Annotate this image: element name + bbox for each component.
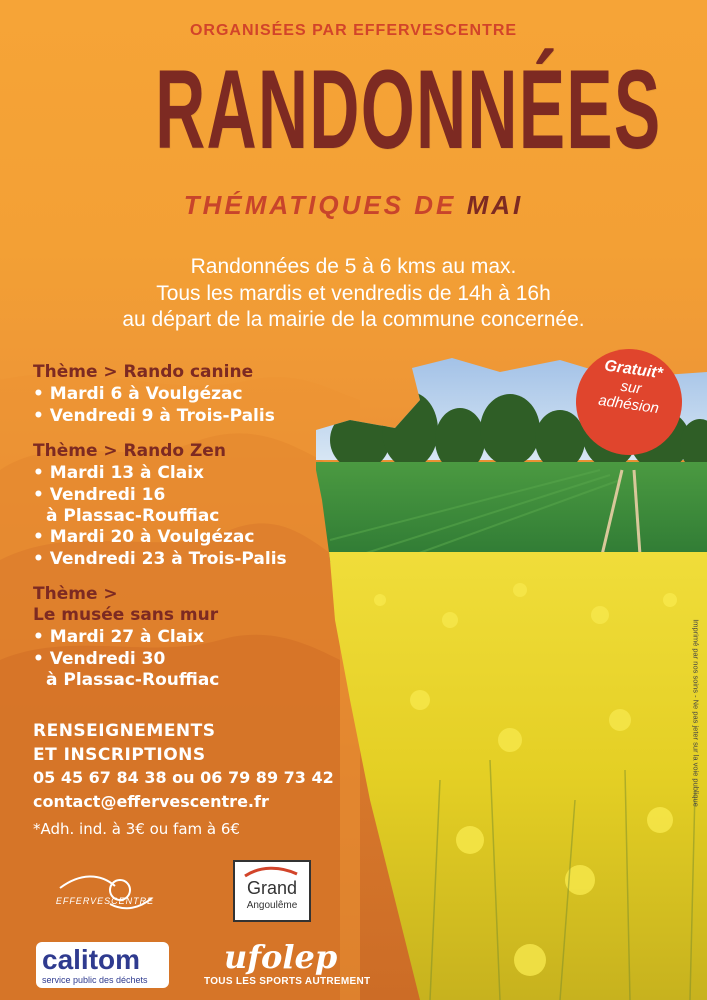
intro-line-2: Tous les mardis et vendredis de 14h à 16h bbox=[156, 282, 551, 305]
ufolep-logo bbox=[204, 938, 374, 987]
list-item: • Vendredi 30 bbox=[33, 649, 166, 669]
phone-numbers[interactable]: 05 45 67 84 38 ou 06 79 89 73 42 bbox=[33, 768, 334, 787]
list-item: • Vendredi 9 à Trois-Palis bbox=[33, 406, 275, 426]
theme-title-zen: Thème > Rando Zen bbox=[33, 441, 226, 461]
print-notice-text: Imprimé par nos soins - Ne pas jeter sur la voie publique bbox=[691, 618, 701, 807]
grand-angouleme-line-2: Angoulême bbox=[246, 900, 298, 911]
effervescentre-logo bbox=[40, 868, 170, 916]
badge-line-2: sur bbox=[619, 377, 643, 398]
list-item: • Mardi 27 à Claix bbox=[33, 627, 205, 647]
grand-angouleme-logo bbox=[233, 860, 311, 922]
theme-title-canine: Thème > Rando canine bbox=[33, 362, 254, 382]
ufolep-wordmark: ufolep bbox=[224, 938, 338, 976]
list-item-continuation: à Plassac-Rouffiac bbox=[46, 506, 220, 526]
intro-line-3: au départ de la mairie de la commune concernée. bbox=[122, 308, 585, 331]
theme-title-museum-line-2: Le musée sans mur bbox=[33, 605, 219, 625]
calitom-wordmark: calitom bbox=[42, 944, 141, 975]
list-item: • Mardi 13 à Claix bbox=[33, 463, 205, 483]
membership-note: *Adh. ind. à 3€ ou fam à 6€ bbox=[33, 820, 240, 838]
list-item: • Mardi 6 à Voulgézac bbox=[33, 384, 243, 404]
badge-line-1: Gratuit* bbox=[603, 357, 664, 383]
subtitle-main: THÉMATIQUES DE bbox=[183, 190, 467, 220]
theme-title-museum-line-1: Thème > bbox=[33, 584, 118, 604]
badge-line-3: adhésion bbox=[597, 391, 660, 418]
title-wrap bbox=[0, 47, 707, 172]
grand-angouleme-line-1: Grand bbox=[246, 878, 298, 898]
info-heading-line-2: ET INSCRIPTIONS bbox=[33, 745, 206, 765]
list-item-continuation: à Plassac-Rouffiac bbox=[46, 670, 220, 690]
page-title: RANDONNÉES bbox=[155, 47, 662, 172]
organizer-line: ORGANISÉES PAR EFFERVESCENTRE bbox=[189, 22, 518, 39]
list-item: • Vendredi 23 à Trois-Palis bbox=[33, 549, 287, 569]
effervescentre-swirl-icon bbox=[40, 868, 170, 916]
calitom-tagline: service public des déchets bbox=[42, 975, 148, 985]
ufolep-tagline: TOUS LES SPORTS AUTREMENT bbox=[204, 976, 371, 987]
email-link[interactable]: contact@effervescentre.fr bbox=[33, 792, 269, 811]
list-item: • Mardi 20 à Voulgézac bbox=[33, 527, 255, 547]
subtitle bbox=[0, 190, 707, 221]
print-notice bbox=[686, 600, 706, 825]
intro-line-1: Randonnées de 5 à 6 kms au max. bbox=[190, 255, 517, 278]
effervescentre-wordmark: EFFERVESCENTRE bbox=[55, 896, 155, 906]
subtitle-month: MAI bbox=[466, 190, 524, 220]
list-item: • Vendredi 16 bbox=[33, 485, 166, 505]
calitom-logo bbox=[36, 942, 169, 988]
info-heading-line-1: RENSEIGNEMENTS bbox=[33, 721, 216, 741]
